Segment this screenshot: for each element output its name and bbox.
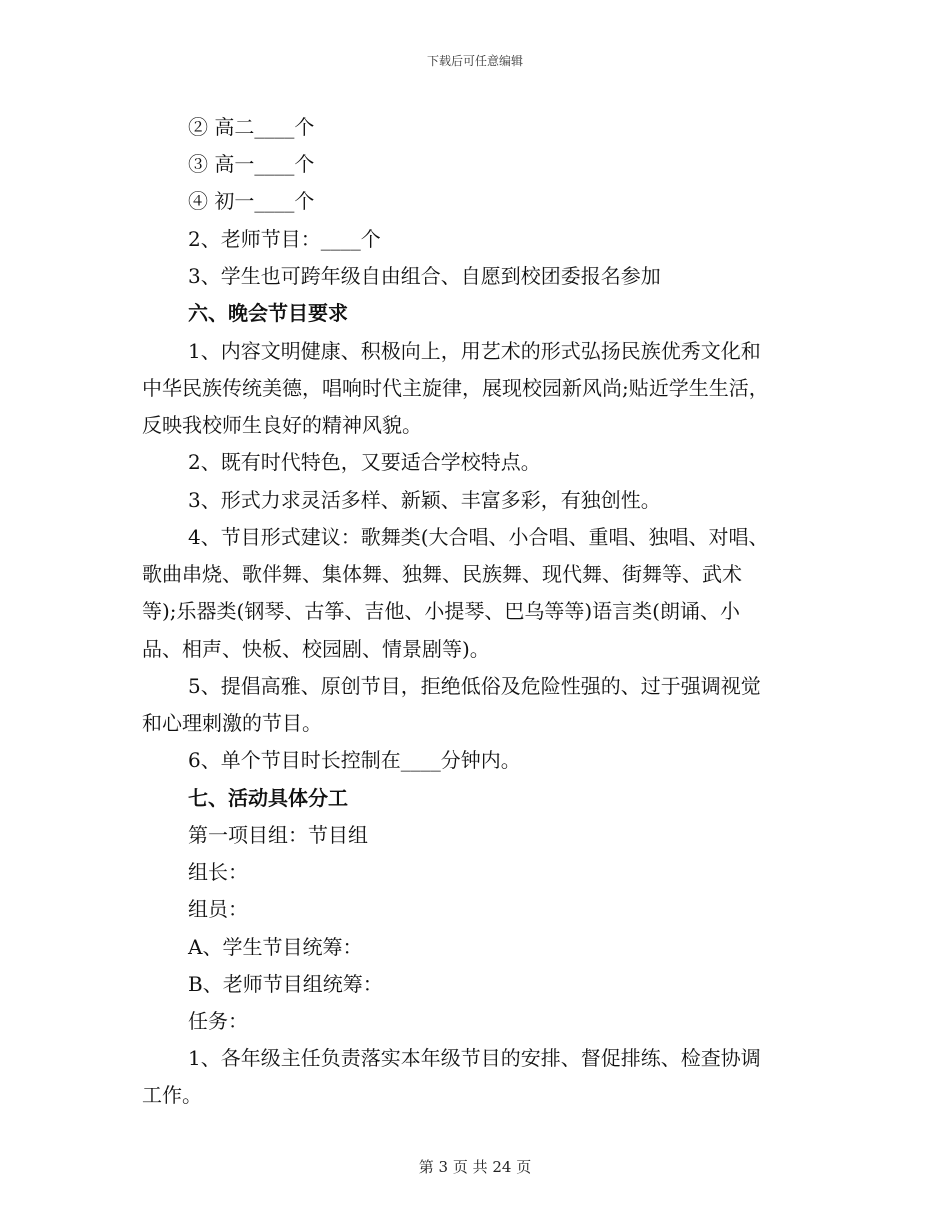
text-line: A、学生节目统筹： xyxy=(188,935,363,959)
text-line: 组长： xyxy=(188,860,248,884)
text-line: 6、单个节目时长控制在____分钟内。 xyxy=(188,748,521,772)
text-line: 等);乐器类(钢琴、古筝、吉他、小提琴、巴乌等等)语言类(朗诵、小 xyxy=(142,599,740,623)
text-line: 3、形式力求灵活多样、新颖、丰富多彩，有独创性。 xyxy=(188,488,661,512)
text-line: ④ 初一____个 xyxy=(188,189,315,213)
text-line: 和心理刺激的节目。 xyxy=(142,711,322,735)
text-line: 第一项目组：节目组 xyxy=(188,823,368,847)
text-line: ② 高二____个 xyxy=(188,115,315,139)
text-line: 工作。 xyxy=(142,1083,202,1107)
page-header: 下载后可任意编辑 xyxy=(426,54,523,68)
section-heading: 六、晚会节目要求 xyxy=(188,301,348,325)
text-line: 反映我校师生良好的精神风貌。 xyxy=(142,413,422,437)
text-line: 2、既有时代特色，又要适合学校特点。 xyxy=(188,450,541,474)
section-heading: 七、活动具体分工 xyxy=(188,786,348,810)
text-line: 任务： xyxy=(188,1009,248,1033)
text-line: 4、节目形式建议：歌舞类(大合唱、小合唱、重唱、独唱、对唱、 xyxy=(188,525,769,549)
page-footer: 第 3 页 共 24 页 xyxy=(418,1158,532,1176)
text-line: B、老师节目组统筹： xyxy=(188,972,383,996)
text-line: 2、老师节目：____个 xyxy=(188,227,381,251)
text-line: ③ 高一____个 xyxy=(188,152,315,176)
text-line: 3、学生也可跨年级自由组合、自愿到校团委报名参加 xyxy=(188,264,661,288)
text-line: 1、内容文明健康、积极向上，用艺术的形式弘扬民族优秀文化和 xyxy=(188,339,761,363)
text-line: 歌曲串烧、歌伴舞、集体舞、独舞、民族舞、现代舞、街舞等、武术 xyxy=(142,562,742,586)
text-line: 1、各年级主任负责落实本年级节目的安排、督促排练、检查协调 xyxy=(188,1046,761,1070)
text-line: 品、相声、快板、校园剧、情景剧等)。 xyxy=(142,637,490,661)
text-line: 5、提倡高雅、原创节目，拒绝低俗及危险性强的、过于强调视觉 xyxy=(188,674,761,698)
text-line: 中华民族传统美德，唱响时代主旋律，展现校园新风尚;贴近学生生活， xyxy=(142,376,769,400)
text-line: 组员： xyxy=(188,897,248,921)
